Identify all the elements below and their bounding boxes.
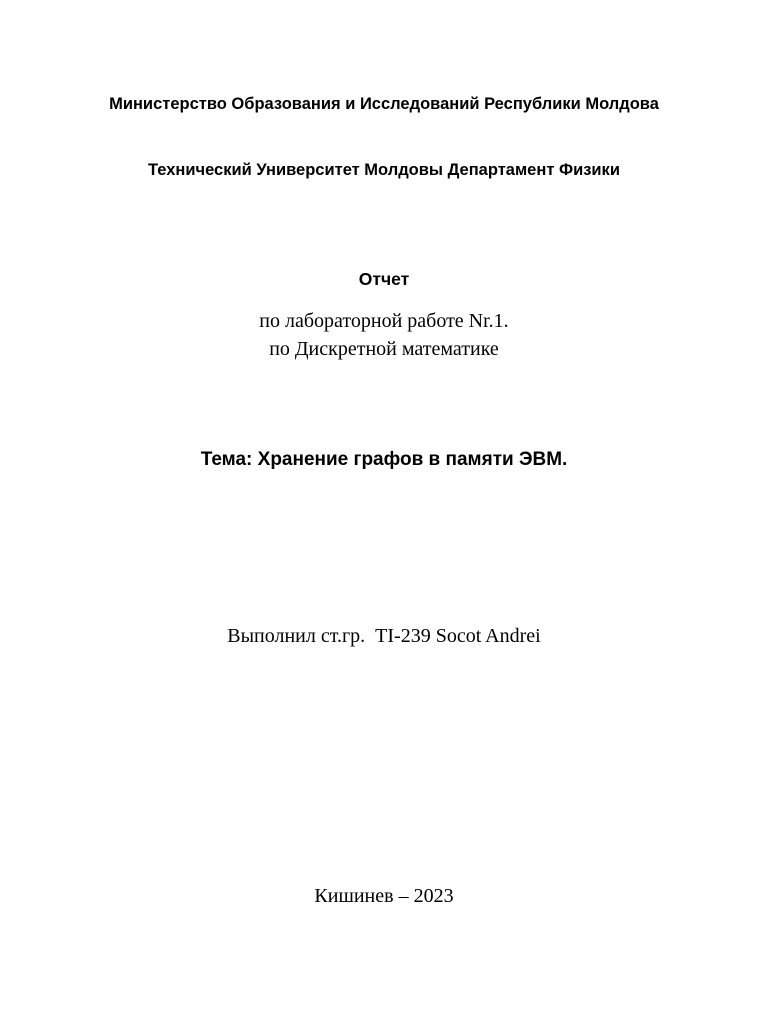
university-heading: Технический Университет Молдовы Департамент Физики [148, 161, 620, 179]
topic-heading: Тема: Хранение графов в памяти ЭВМ. [200, 449, 568, 470]
author-line: Выполнил ст.гр. TI-239 Socot Andrei [227, 625, 541, 647]
lab-work-line: по лабораторной работе Nr.1. [259, 310, 509, 332]
subject-line: по Дискретной математике [269, 338, 499, 360]
ministry-heading: Министерство Образования и Исследований Республики Молдова [109, 95, 659, 113]
city-year-footer: Кишинев – 2023 [314, 885, 454, 907]
report-title: Отчет [358, 269, 410, 289]
